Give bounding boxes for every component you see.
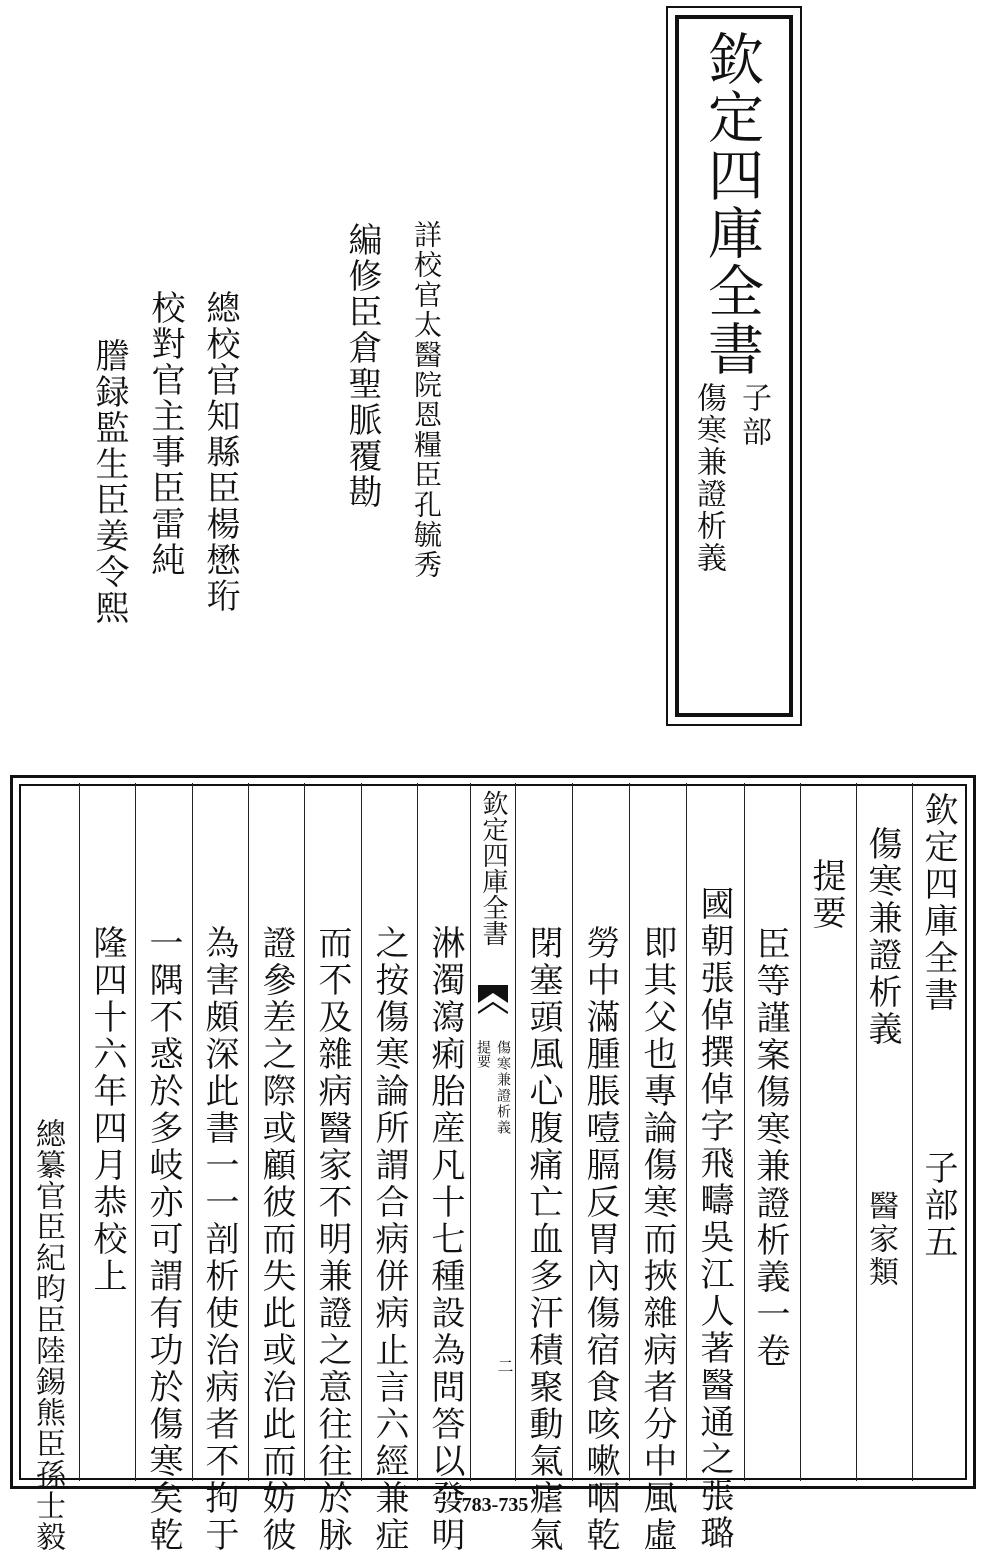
column-rule	[800, 783, 801, 1481]
text-column: 隆四十六年四月恭校上	[87, 925, 127, 1295]
column-rule	[135, 783, 136, 1481]
text-column: 證參差之際或顧彼而失此或治此而妨彼	[256, 925, 296, 1554]
text-column: 閉塞頭風心腹痛亡血多汗積聚動氣瘧氣	[523, 925, 563, 1554]
collection-title: 欽定四庫全書	[699, 30, 764, 378]
category-label: 子部	[736, 382, 771, 450]
text-column: 勞中滿腫脹噎膈反胃內傷宿食咳嗽咽乾	[580, 925, 620, 1554]
credit-line-reviewer: 編修臣倉聖脈覆勘	[342, 222, 382, 510]
credit-line-chief-collator: 總校官知縣臣楊懋珩	[200, 290, 240, 614]
column-rule	[192, 783, 193, 1481]
text-column: 即其父也專論傷寒而挾雜病者分中風虛	[637, 925, 677, 1554]
column-rule	[361, 783, 362, 1481]
text-column: 一隅不惑於多岐亦可謂有功於傷寒矣乾	[143, 925, 183, 1554]
column-rule	[79, 783, 80, 1481]
page-subcategory: 醫家類	[863, 1190, 898, 1289]
column-rule	[856, 783, 857, 1481]
page-header-collection: 欽定四庫全書	[918, 792, 958, 1014]
column-rule	[629, 783, 630, 1481]
page-book-title: 傷寒兼證析義	[862, 826, 902, 1048]
text-column: 淋濁瀉痢胎産凡十七種設為問答以發明	[425, 925, 465, 1554]
column-rule	[912, 783, 913, 1481]
text-column: 國朝張倬撰倬字飛疇吳江人著醫通之張璐	[694, 886, 734, 1552]
page-header-section: 子部五	[918, 1150, 958, 1261]
column-rule	[686, 783, 687, 1481]
column-rule	[744, 783, 745, 1481]
centre-header-abstract: 提要	[475, 1040, 491, 1068]
text-column: 為害頗深此書一一剖析使治病者不拘于	[199, 925, 239, 1554]
footer-page-number: 783-735	[461, 1494, 529, 1516]
fishtail-mark-icon	[478, 985, 508, 1035]
credit-line-proofreader: 詳校官太醫院恩糧臣孔毓秀	[410, 220, 443, 580]
column-rule	[417, 783, 418, 1481]
column-rule	[248, 783, 249, 1481]
text-column: 而不及雜病醫家不明兼證之意往往於脉	[312, 925, 352, 1554]
abstract-heading: 提要	[806, 858, 846, 932]
text-column: 之按傷寒論所謂合病併病止言六經兼症	[369, 925, 409, 1554]
centre-page-number: 二	[495, 1358, 514, 1374]
credit-line-copyist: 謄録監生臣姜令熙	[89, 338, 129, 626]
credit-line-collator: 校對官主事臣雷純	[145, 290, 185, 578]
text-column: 臣等謹案傷寒兼證析義一卷	[750, 926, 790, 1370]
column-rule	[515, 783, 516, 1481]
column-rule	[572, 783, 573, 1481]
centre-header-collection: 欽定四庫全書	[478, 790, 508, 946]
centre-header-book: 傷寒兼證析義	[495, 1040, 511, 1136]
signature-column: 總纂官臣紀昀臣陸錫熊臣孫士毅	[30, 1118, 65, 1552]
column-rule	[470, 783, 471, 1481]
book-title: 傷寒兼證析義	[691, 382, 726, 574]
column-rule	[304, 783, 305, 1481]
